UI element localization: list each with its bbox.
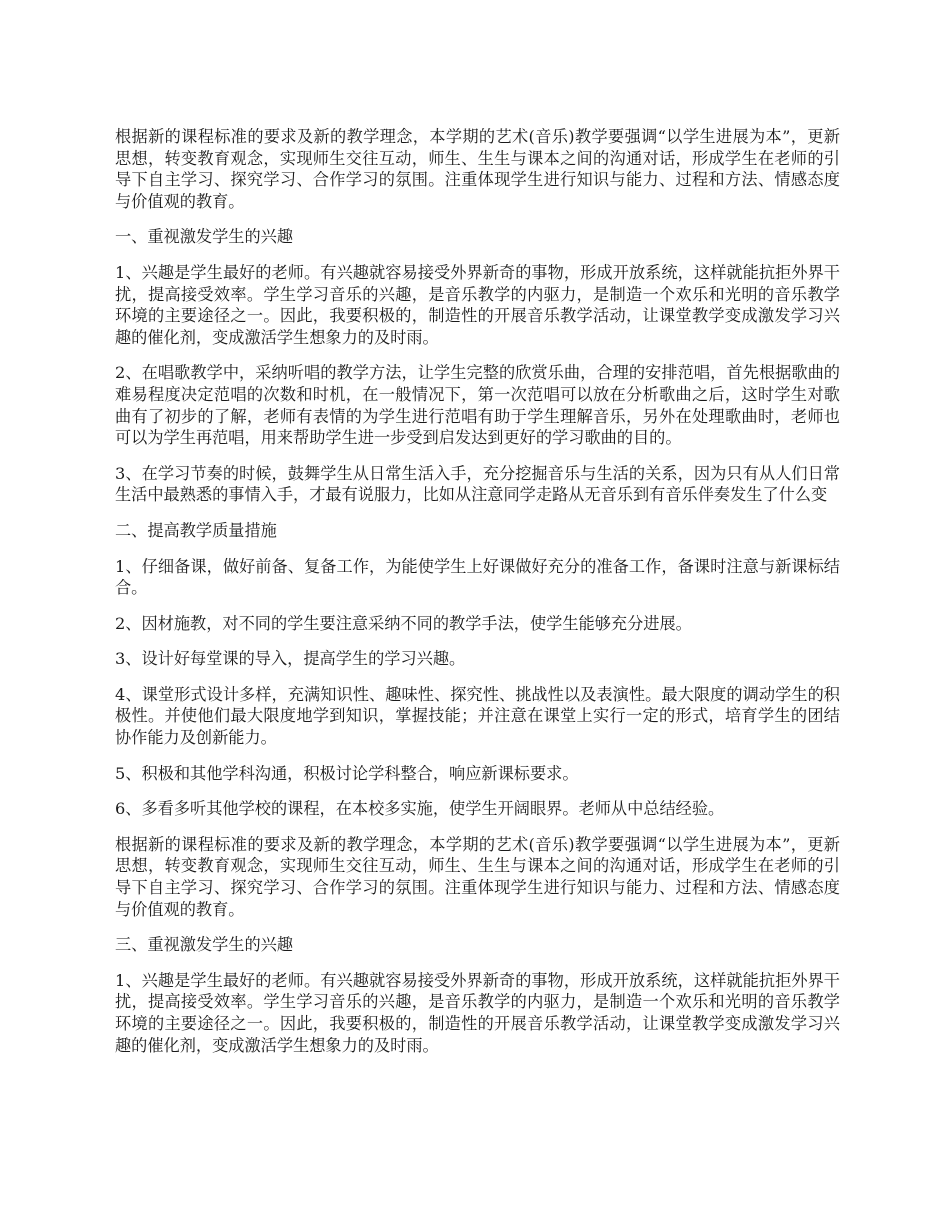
section1-item-1: 1、兴趣是学生最好的老师。有兴趣就容易接受外界新奇的事物，形成开放系统，这样就能抗拒外界干扰，提高接受效率。学生学习音乐的兴趣，是音乐教学的内驱力，是制造一个欢乐和光明的音乐教学环境的主要途径之一。因此，我要积极的，制造性的开展音乐教学活动，让课堂教学变成激发学习兴趣的催化剂，变成激活学生想象力的及时雨。 — [115, 262, 840, 347]
section-heading-3: 三、重视激发学生的兴趣 — [115, 935, 294, 955]
section2-item-1: 1、仔细备课，做好前备、复备工作，为能使学生上好课做好充分的准备工作，备课时注意与新课标结合。 — [115, 556, 840, 598]
repeat-intro-paragraph: 根据新的课程标准的要求及新的教学理念，本学期的艺术(音乐)教学要强调“以学生进展为本”，更新思想，转变教育观念，实现师生交往互动，师生、生生与课本之间的沟通对话，形成学生在老师的引导下自主学习、探究学习、合作学习的氛围。注重体现学生进行知识与能力、过程和方法、情感态度与价值观的教育。 — [115, 834, 840, 919]
section2-item-5: 5、积极和其他学科沟通，积极讨论学科整合，响应新课标要求。 — [115, 763, 579, 783]
section2-item-4: 4、课堂形式设计多样，充满知识性、趣味性、探究性、挑战性以及表演性。最大限度的调动学生的积极性。并使他们最大限度地学到知识，掌握技能；并注意在课堂上实行一定的形式，培育学生的团结协作能力及创新能力。 — [115, 684, 840, 748]
section-heading-2: 二、提高教学质量措施 — [115, 520, 277, 540]
intro-paragraph: 根据新的课程标准的要求及新的教学理念，本学期的艺术(音乐)教学要强调“以学生进展为本”，更新思想，转变教育观念，实现师生交往互动，师生、生生与课本之间的沟通对话，形成学生在老师的引导下自主学习、探究学习、合作学习的氛围。注重体现学生进行知识与能力、过程和方法、情感态度与价值观的教育。 — [115, 127, 840, 211]
section1-item-2: 2、在唱歌教学中，采纳听唱的教学方法，让学生完整的欣赏乐曲，合理的安排范唱，首先根据歌曲的难易程度决定范唱的次数和时机，在一般情况下，第一次范唱可以放在分析歌曲之后，这时学生对歌曲有了初步的了解，老师有表情的为学生进行范唱有助于学生理解音乐，另外在处理歌曲时，老师也可以为学生再范唱，用来帮助学生进一步受到启发达到更好的学习歌曲的目的。 — [115, 363, 840, 448]
document-body — [115, 126, 840, 1070]
section1-item-3: 3、在学习节奏的时候，鼓舞学生从日常生活入手，充分挖掘音乐与生活的关系，因为只有从人们日常生活中最熟悉的事情入手，才最有说服力，比如从注意同学走路从无音乐到有音乐伴奏发生了什么变 — [115, 463, 840, 505]
section2-item-6: 6、多看多听其他学校的课程，在本校多实施，使学生开阔眼界。老师从中总结经验。 — [115, 799, 725, 819]
section2-item-2: 2、因材施教，对不同的学生要注意采纳不同的教学手法，使学生能够充分进展。 — [115, 613, 692, 633]
section3-item-1: 1、兴趣是学生最好的老师。有兴趣就容易接受外界新奇的事物，形成开放系统，这样就能抗拒外界干扰，提高接受效率。学生学习音乐的兴趣，是音乐教学的内驱力，是制造一个欢乐和光明的音乐教学环境的主要途径之一。因此，我要积极的，制造性的开展音乐教学活动，让课堂教学变成激发学习兴趣的催化剂，变成激活学生想象力的及时雨。 — [115, 970, 840, 1055]
section-heading-1: 一、重视激发学生的兴趣 — [115, 227, 294, 247]
section2-item-3: 3、设计好每堂课的导入，提高学生的学习兴趣。 — [115, 649, 466, 669]
